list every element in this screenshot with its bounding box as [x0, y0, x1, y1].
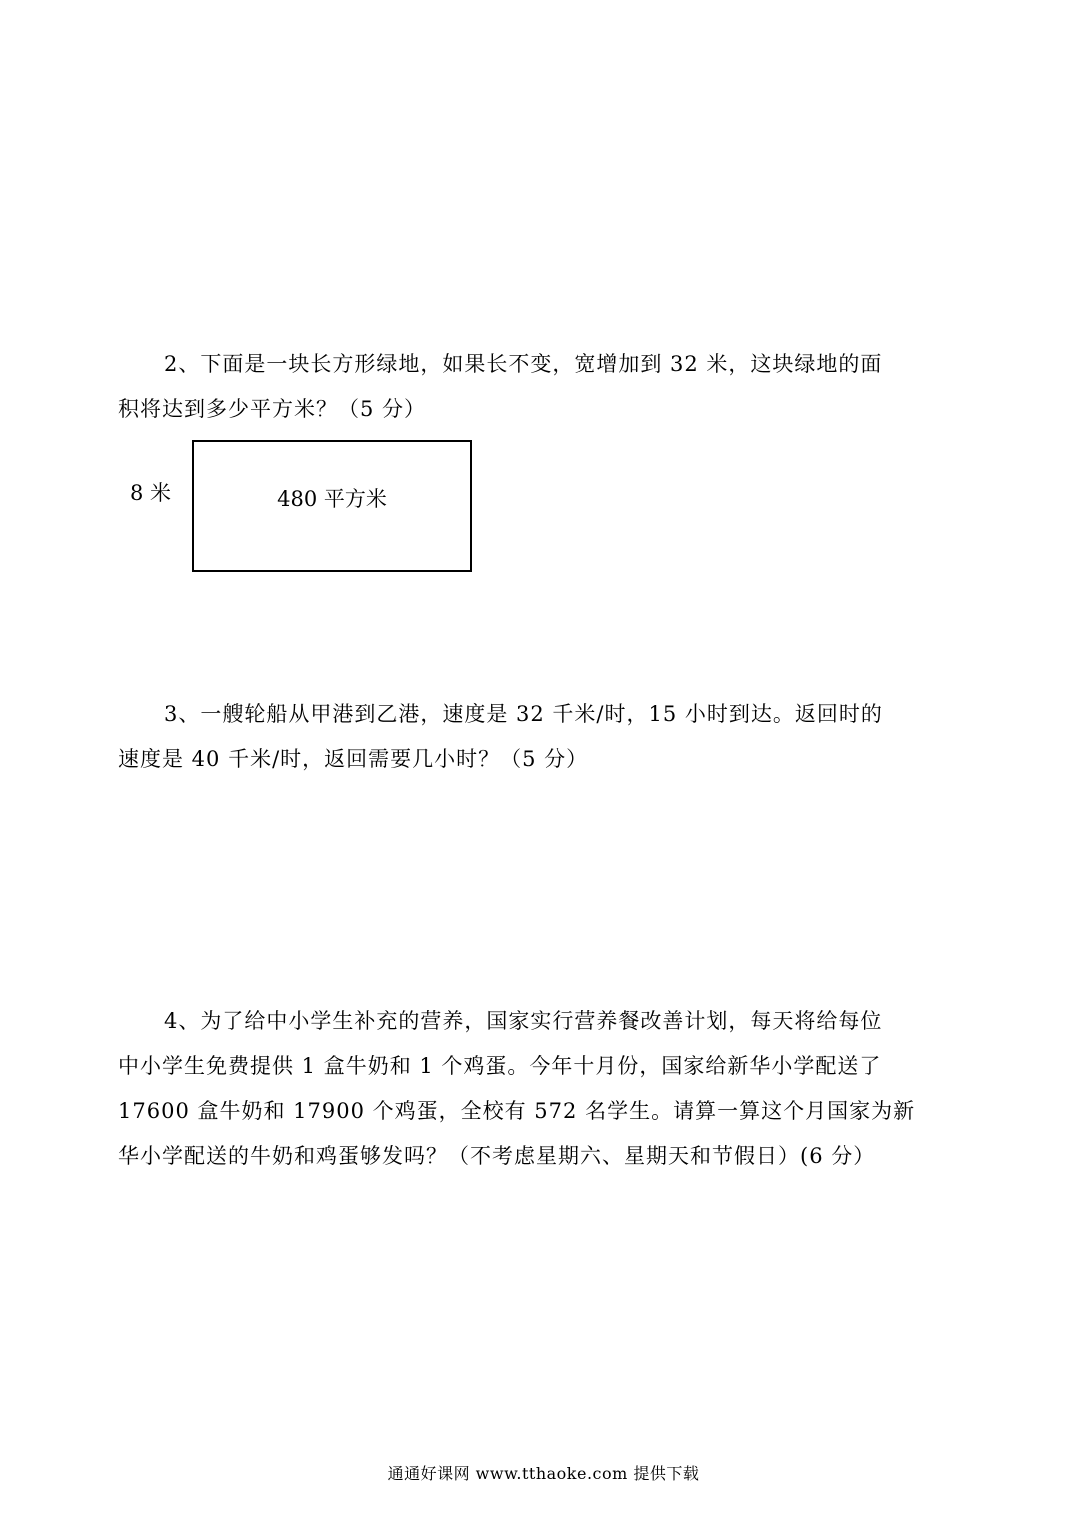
question-3-line-2: 速度是 40 千米/时，返回需要几小时？（5 分）	[118, 747, 589, 771]
question-2-line-2: 积将达到多少平方米？（5 分）	[118, 397, 427, 421]
question-4	[118, 999, 970, 1179]
question-4-line-3: 17600 盒牛奶和 17900 个鸡蛋，全校有 572 名学生。请算一算这个月国家为新	[118, 1099, 916, 1123]
footer-text: 通通好课网 www.tthaoke.com 提供下载	[387, 1464, 700, 1483]
question-3-line-1: 3、一艘轮船从甲港到乙港，速度是 32 千米/时，15 小时到达。返回时的	[164, 702, 883, 726]
rectangle-diagram	[192, 440, 472, 572]
question-2-line-1: 2、下面是一块长方形绿地，如果长不变，宽增加到 32 米，这块绿地的面	[164, 352, 883, 376]
question-4-line-1: 4、为了给中小学生补充的营养，国家实行营养餐改善计划，每天将给每位	[164, 1009, 883, 1033]
question-2	[118, 342, 970, 432]
rectangle-area-label: 480 平方米	[277, 487, 387, 511]
question-3	[118, 692, 970, 782]
question-4-line-2: 中小学生免费提供 1 盒牛奶和 1 个鸡蛋。今年十月份，国家给新华小学配送了	[118, 1054, 882, 1078]
rectangle-width-label: 8 米	[130, 481, 172, 505]
question-4-line-4: 华小学配送的牛奶和鸡蛋够发吗？（不考虑星期六、星期天和节假日）(6 分）	[118, 1144, 876, 1168]
